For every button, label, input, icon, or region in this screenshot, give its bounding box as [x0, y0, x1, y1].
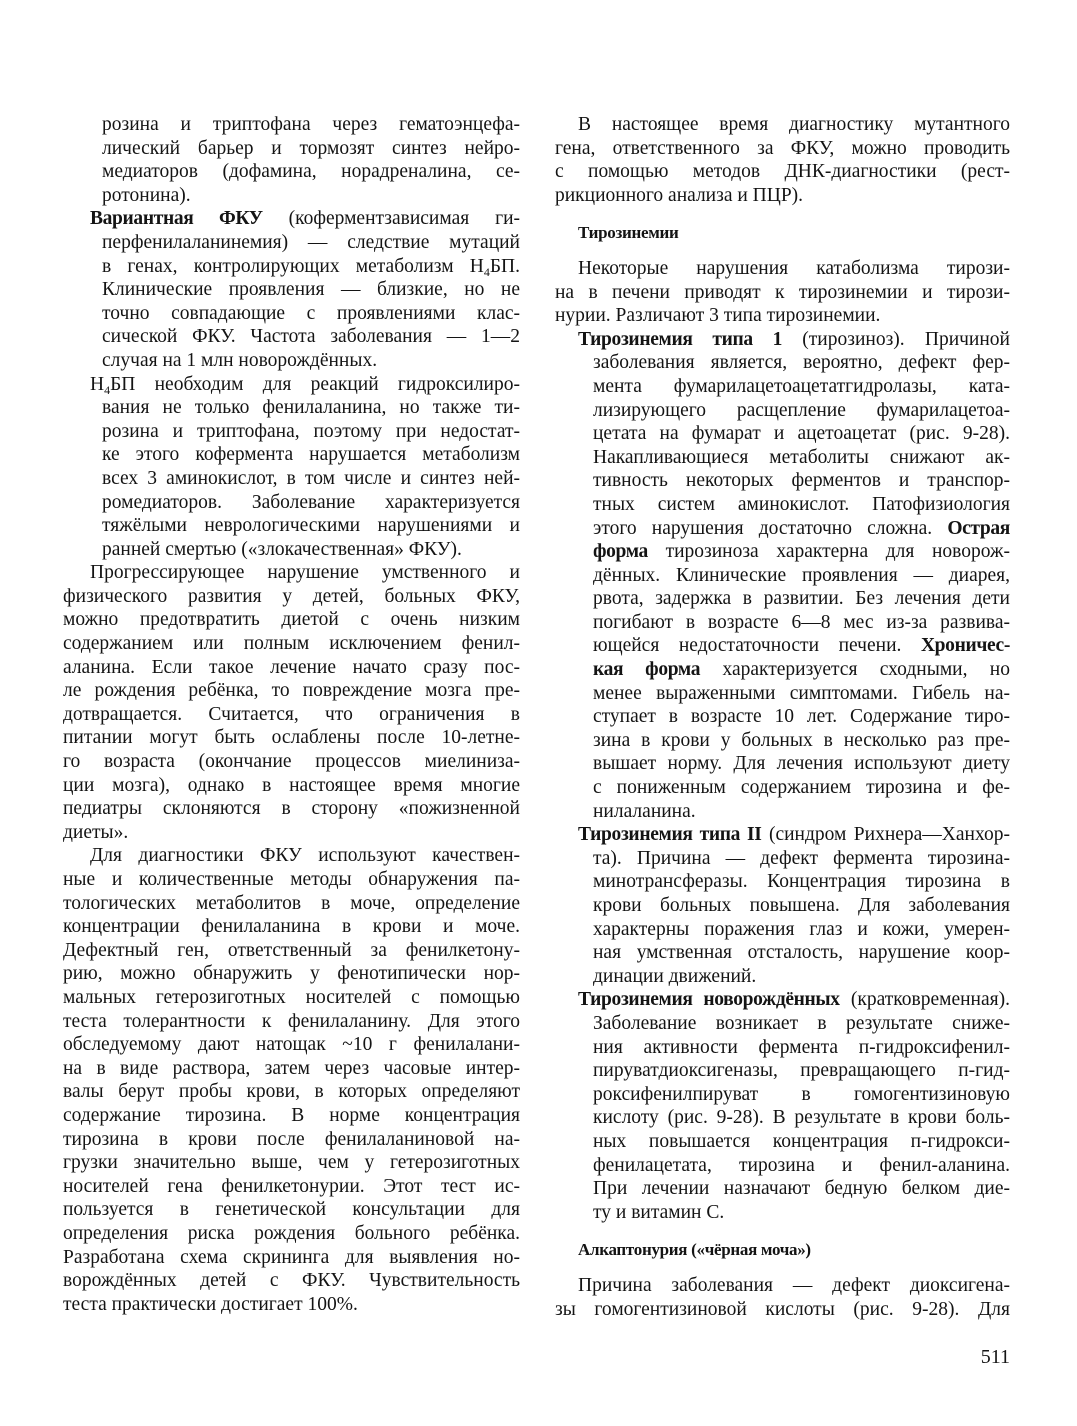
text-line: дотвращается. Считается, что ограничения в	[63, 703, 520, 725]
text-line: сической ФКУ. Частота заболевания — 1—2	[102, 326, 520, 348]
text-line	[555, 540, 1010, 564]
text-line: нурии. Различают 3 типа тирозинемии.	[555, 305, 881, 327]
text-line: валы берут пробы крови, в которых определяют	[63, 1081, 520, 1103]
text-line: можно предотвратить диетой с очень низким	[63, 609, 520, 631]
list-item	[555, 823, 1010, 988]
text-line: Причина заболевания — дефект диоксигена-	[578, 1274, 1010, 1296]
text-line: содержание тирозина. В норме концентрация	[63, 1104, 520, 1126]
text-line: динации движений.	[593, 965, 757, 987]
bold-term: Вариантная ФКУ	[90, 208, 263, 230]
right-column	[555, 113, 1010, 1321]
bold-term: Острая	[947, 517, 1010, 539]
text-line: содержанием или полным исключением фенил-	[63, 633, 520, 655]
text-line: гена, ответственного за ФКУ, можно проводить	[555, 137, 1010, 159]
text-line: с помощью методов ДНК-диагностики (рест-	[555, 161, 1010, 183]
text-line: нилаланина.	[593, 800, 696, 822]
paragraph	[555, 257, 1010, 328]
text-line: заболевания является, вероятно, дефект фер-	[593, 352, 1010, 374]
text-run: БП.	[489, 255, 520, 277]
text-line: всех 3 аминокислот, в том числе и синтез ней-	[102, 467, 520, 489]
text-line	[555, 517, 1010, 541]
text-line: кислоту (рис. 9-28). В результате в крови боль-	[593, 1107, 1010, 1129]
text-line: вышает норму. Для лечения используют диету	[593, 753, 1010, 775]
bold-term: Тирозинемия типа II	[578, 824, 762, 846]
text-line: Разработана схема скрининга для выявления но-	[63, 1246, 520, 1268]
text-run: (кратковременная).	[839, 989, 1010, 1011]
text-line: Прогрессирующее нарушение умственного и	[90, 562, 520, 584]
text-line: тивность некоторых ферментов и транспор-	[593, 470, 1010, 492]
text-line: пируватдиоксигеназы, превращающего п-гид-	[593, 1060, 1010, 1082]
text-line: дённых. Клинические проявления — диарея,	[593, 564, 1010, 586]
text-line: го возраста (окончание процессов миелиниза-	[63, 751, 520, 773]
text-line: точно совпадающие с проявлениями клас-	[102, 302, 520, 324]
text-line: Заболевание возникает в результате сниже-	[593, 1012, 1010, 1034]
bold-term: Тирозинемия типа 1	[578, 328, 783, 350]
text-line: грузки значительно выше, чем у гетерозиготных	[63, 1152, 520, 1174]
text-line: концентрации фенилаланина в крови и моче.	[63, 916, 520, 938]
text-line: При лечении назначают бедную белком дие-	[593, 1178, 1010, 1200]
text-line: ле рождения ребёнка, то повреждение мозга пре-	[63, 680, 520, 702]
text-line: ции мозга), однако в настоящее время многие	[63, 774, 520, 796]
list-continuation	[63, 113, 520, 207]
text-line: мальных гетерозиготных носителей с помощью	[63, 986, 520, 1008]
text-line: фенилацетата, тирозина и фенил-аланина.	[593, 1154, 1010, 1176]
text-line: розина и триптофана, поэтому при недостат-	[102, 420, 520, 442]
text-line	[555, 988, 1010, 1012]
text-line: ту и витамин С.	[593, 1201, 725, 1223]
list-item	[63, 373, 520, 562]
list-item	[555, 988, 1010, 1224]
text-line: случая на 1 млн новорождённых.	[102, 349, 378, 371]
text-run: (синдром Рихнера—Ханхор-	[761, 824, 1010, 846]
text-line: ния активности фермента п-гидроксифенил-	[593, 1036, 1010, 1058]
text-run: (тирозиноз). Причиной	[782, 328, 1010, 350]
paragraph	[555, 113, 1010, 207]
text-line: мента фумарилацетоацетатгидролазы, ката-	[593, 375, 1010, 397]
text-line: обследуемому дают натощак ~10 г фенилалани-	[63, 1034, 520, 1056]
text-run: в генах, контролирующих метаболизм Н	[102, 255, 484, 277]
paragraph	[63, 844, 520, 1316]
left-column	[63, 113, 520, 1316]
text-line: погибают в возрасте 6—8 мес из-за развива-	[593, 611, 1010, 633]
section-heading: Тирозинемии	[578, 223, 679, 243]
text-line: рикционного анализа и ПЦР).	[555, 184, 804, 206]
text-line: зина в крови у больных в несколько раз пре-	[593, 729, 1010, 751]
text-line: медиаторов (дофамина, норадреналина, се-	[102, 161, 520, 183]
text-line: перфенилаланинемия) — следствие мутаций	[102, 231, 520, 253]
text-line	[555, 823, 1010, 847]
subscript: 4	[104, 382, 111, 397]
text-line: менее выраженными симптомами. Гибель на-	[593, 682, 1010, 704]
text-line: ке этого кофермента нарушается метаболизм	[102, 444, 520, 466]
text-line: характерны поражения глаз и кожи, умерен-	[593, 918, 1010, 940]
page-number: 511	[980, 1346, 1010, 1368]
text-line: на в печени приводят к тирозинемии и тирози-	[555, 281, 1010, 303]
text-line: тологических метаболитов в моче, определение	[63, 892, 520, 914]
list-item	[555, 328, 1010, 823]
subscript: 4	[483, 264, 490, 279]
bold-term: Тирозинемия новорождённых	[578, 989, 840, 1011]
text-run: БП необходим для реакций гидроксилиро-	[110, 373, 520, 395]
text-line: розина и триптофана через гематоэнцефа-	[102, 114, 520, 135]
text-line: ромедиаторов. Заболевание характеризуется	[102, 491, 520, 513]
text-line: теста толерантности к фенилаланину. Для этого	[63, 1010, 520, 1032]
text-line: физического развития у детей, больных ФКУ,	[63, 585, 520, 607]
text-line: педиатры склоняются в сторону «пожизненной	[63, 798, 520, 820]
text-run: Н	[90, 373, 105, 395]
text-line: Для диагностики ФКУ используют качествен-	[90, 845, 520, 867]
text-line: вания не только фенилаланина, но также ти-	[102, 397, 520, 419]
bold-term: Хроничес-	[920, 635, 1010, 657]
text-run: этого нарушения достаточно сложна.	[593, 517, 948, 539]
text-line: В настоящее время диагностику мутантного	[578, 114, 1010, 135]
text-line: ных повышается концентрация п-гидрокси-	[593, 1130, 1010, 1152]
text-line: минотрансферазы. Концентрация тирозина в	[593, 871, 1010, 893]
text-line: ная умственная отсталость, нарушение коор-	[593, 942, 1010, 964]
text-line: тных систем аминокислот. Патофизиология	[593, 493, 1010, 515]
text-run: тирозиноза характерна для новорож-	[647, 541, 1010, 563]
text-line: рвота, задержка в развитии. Без лечения дети	[593, 588, 1010, 610]
text-line	[555, 658, 1010, 682]
text-line: ступает в возрасте 10 лет. Содержание тиро-	[593, 706, 1010, 728]
paragraph	[63, 561, 520, 844]
text-line: аланина. Если такое лечение начато сразу пос-	[63, 656, 520, 678]
text-line: Некоторые нарушения катаболизма тирози-	[578, 257, 1010, 279]
paragraph	[555, 1274, 1010, 1321]
text-line: тяжёлыми неврологическими нарушениями и	[102, 515, 520, 537]
text-line: ротонина).	[102, 184, 191, 206]
text-line	[63, 255, 520, 279]
text-line: ворождённых детей с ФКУ. Чувствительность	[63, 1270, 520, 1292]
bold-term: кая форма	[593, 659, 701, 681]
text-line	[63, 373, 520, 397]
text-line: Дефектный ген, ответственный за фенилкетону-	[63, 939, 520, 961]
text-line: цетата на фумарат и ацетоацетат (рис. 9-28).	[593, 423, 1010, 445]
text-line: на в виде раствора, затем через часовые интер-	[63, 1057, 520, 1079]
bold-term: форма	[593, 541, 648, 563]
text-line: с пониженным содержанием тирозина и фе-	[593, 777, 1010, 799]
text-line: определения риска рождения больного ребёнка.	[63, 1222, 520, 1244]
text-run: (коферментзависимая ги-	[262, 208, 520, 230]
text-line: Клинические проявления — близкие, но не	[102, 279, 520, 301]
text-line: лический барьер и тормозят синтез нейро-	[102, 137, 520, 159]
text-line: та). Причина — дефект фермента тирозина-	[593, 847, 1010, 869]
text-line: теста практически достигает 100%.	[63, 1293, 358, 1315]
text-line: Накапливающиеся метаболиты снижают ак-	[593, 446, 1010, 468]
text-run: характеризуется сходными, но	[700, 659, 1010, 681]
text-line: ные и количественные методы обнаружения па-	[63, 869, 520, 890]
list-item	[63, 207, 520, 372]
text-line: носителей гена фенилкетонурии. Этот тест ис-	[63, 1175, 520, 1197]
text-run: ющейся недостаточности печени.	[593, 635, 921, 657]
text-line: питании могут быть ослаблены после 10-летне-	[63, 727, 520, 749]
text-line: лизирующего расщепление фумарилацетоа-	[593, 399, 1010, 421]
text-line: роксифенилпируват в гомогентизиновую	[593, 1083, 1010, 1105]
text-line: ранней смертью («злокачественная» ФКУ).	[102, 538, 462, 560]
text-line: тирозина в крови после фенилаланиновой на-	[63, 1128, 520, 1150]
text-line: пользуется в генетической консультации для	[63, 1199, 520, 1221]
section-heading: Алкаптонурия («чёрная моча»)	[578, 1240, 811, 1260]
text-line: рию, можно обнаружить у фенотипически нор-	[63, 963, 520, 985]
text-line	[555, 634, 1010, 658]
text-line	[63, 207, 520, 231]
text-line: зы гомогентизиновой кислоты (рис. 9-28). Для	[555, 1298, 1010, 1320]
text-line: диеты».	[63, 821, 129, 843]
text-line	[555, 328, 1010, 352]
text-line: крови больных повышена. Для заболевания	[593, 895, 1010, 916]
